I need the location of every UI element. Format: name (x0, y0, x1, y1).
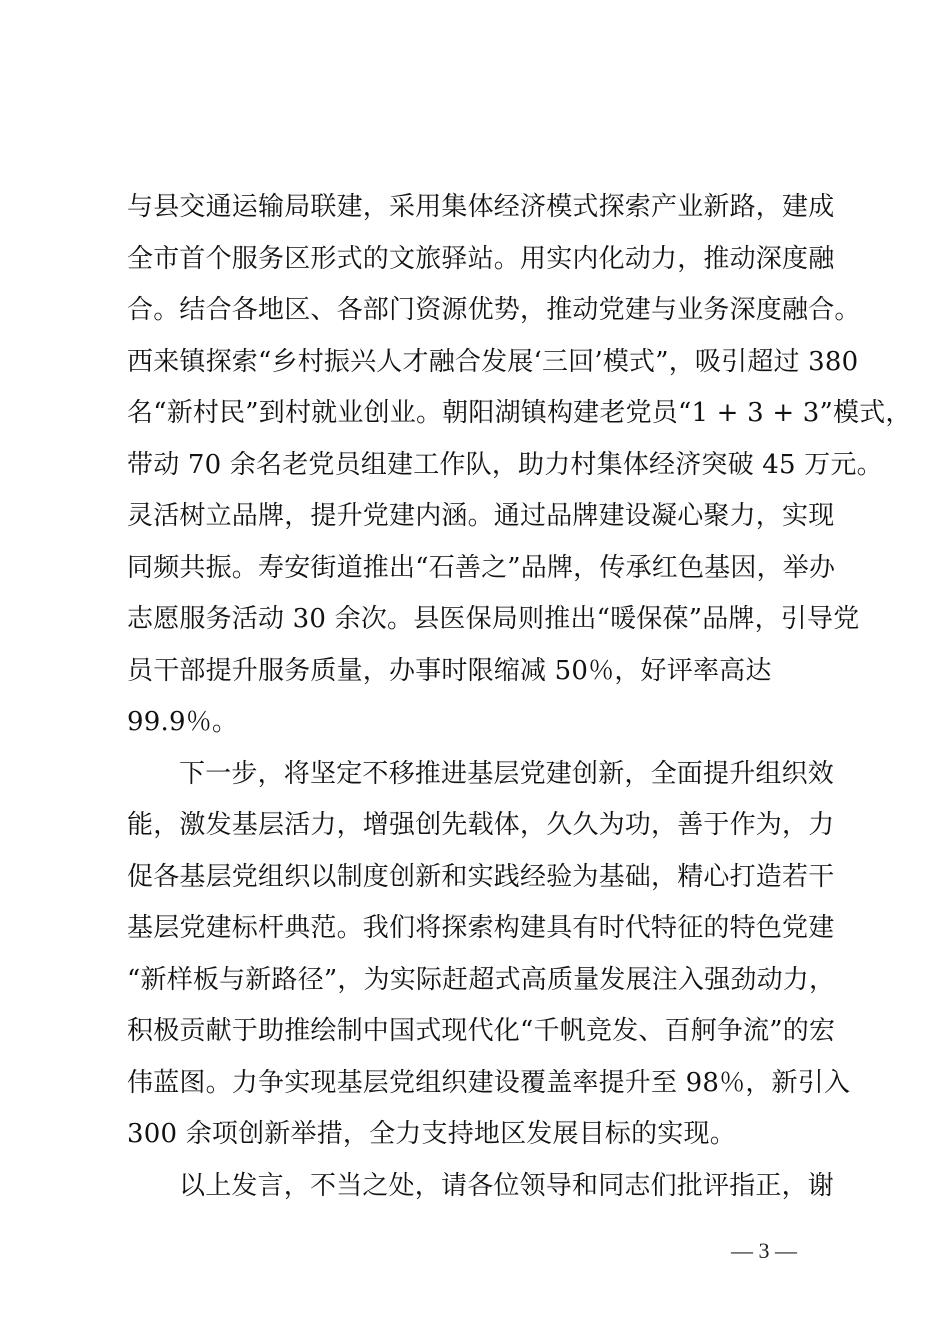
text-line: 300 余项创新举措，全力支持地区发展目标的实现。 (127, 1119, 736, 1149)
text-line: 名“新村民”到村就业创业。朝阳湖镇构建老党员“1 + 3 + 3”模式， (127, 398, 912, 428)
paragraph-first-line: 以上发言，不当之处，请各位领导和同志们批评指正，谢 (179, 1170, 835, 1201)
body-text (127, 186, 912, 1216)
text-line: 积极贡献于助推绘制中国式现代化“千帆竞发、百舸争流”的宏 (127, 1016, 836, 1046)
text-line: 合。结合各地区、各部门资源优势，推动党建与业务深度融合。 (127, 295, 861, 325)
text-line: 与县交通运输局联建，采用集体经济模式探索产业新路，建成 (127, 192, 835, 222)
text-line: 伟蓝图。力争实现基层党组织建设覆盖率提升至 98％，新引入 (127, 1067, 851, 1098)
page-number: — 3 — (731, 1238, 797, 1263)
text-line: 能，激发基层活力，增强创先载体，久久为功，善于作为，力 (127, 810, 835, 840)
text-line: 促各基层党组织以制度创新和实践经验为基础，精心打造若干 (127, 861, 835, 892)
text-line: 员干部提升服务质量，办事时限缩减 50％，好评率高达 (127, 655, 772, 686)
text-line: 带动 70 余名老党员组建工作队，助力村集体经济突破 45 万元。 (127, 449, 883, 480)
text-line: 志愿服务活动 30 余次。县医保局则推出“暖保葆”品牌，引导党 (127, 604, 860, 634)
text-line: 99.9％。 (127, 707, 239, 737)
text-line: “新样板与新路径”，为实际赶超式高质量发展注入强劲动力， (127, 964, 836, 995)
text-line: 西来镇探索“乡村振兴人才融合发展‘三回’模式”，吸引超过 380 (127, 346, 859, 377)
text-line: 灵活树立品牌，提升党建内涵。通过品牌建设凝心聚力，实现 (127, 501, 835, 531)
text-line: 基层党建标杆典范。我们将探索构建具有时代特征的特色党建 (127, 913, 835, 943)
text-line: 全市首个服务区形式的文旅驿站。用实内化动力，推动深度融 (127, 243, 835, 274)
text-line: 同频共振。寿安街道推出“石善之”品牌，传承红色基因，举办 (127, 552, 836, 583)
paragraph-first-line: 下一步，将坚定不移推进基层党建创新，全面提升组织效 (179, 758, 835, 789)
